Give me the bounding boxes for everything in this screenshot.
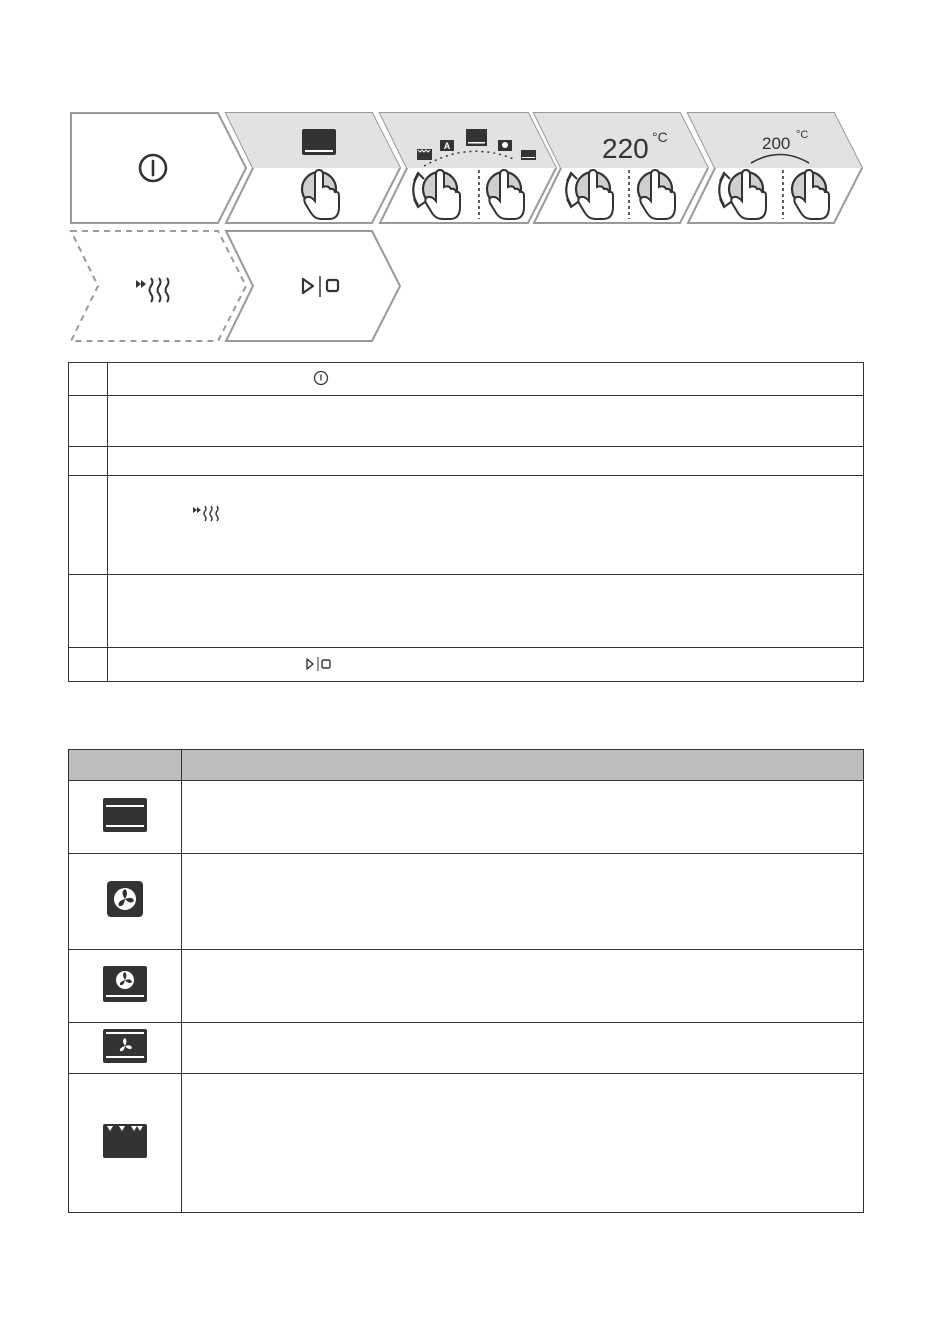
- step-1-power-on: [71, 113, 246, 223]
- table-row: [69, 575, 864, 648]
- table-row: [69, 396, 864, 447]
- bottom-heat-small-icon: [521, 150, 536, 160]
- step-2-select-function: [226, 113, 400, 223]
- table-header-row: [69, 750, 864, 781]
- step-5-adjust-temperature: [688, 113, 862, 223]
- mode-description: [182, 950, 864, 1023]
- table-row: [69, 648, 864, 682]
- modes-table: [68, 749, 864, 1213]
- step-number: [69, 575, 108, 648]
- step-7-start: [226, 231, 400, 341]
- table-row: [69, 363, 864, 396]
- instruction-diagram: [0, 0, 933, 350]
- temperature-unit: °C: [796, 129, 809, 141]
- mode-description: [182, 1023, 864, 1074]
- fan-bottom-heating-icon: [102, 965, 148, 1003]
- mode-icon-cell: [69, 854, 182, 950]
- top-heating-icon: [417, 149, 432, 160]
- temperature-unit: °C: [652, 129, 668, 145]
- column-header: [69, 750, 182, 781]
- step-number: [69, 648, 108, 682]
- conventional-heating-icon: [302, 129, 336, 155]
- power-icon: [313, 370, 329, 386]
- temperature-value: 220: [602, 133, 649, 164]
- table-row: [69, 447, 864, 476]
- table-row: [69, 1023, 864, 1074]
- rapid-preheat-icon: [192, 504, 222, 522]
- step-text: [108, 396, 864, 447]
- step-number: [69, 363, 108, 396]
- temperature-value: 200: [762, 134, 791, 153]
- step-3-choose-mode: [380, 113, 556, 223]
- top-heating-icon: [102, 1123, 148, 1159]
- step-4-set-temperature: [534, 113, 708, 223]
- conventional-heating-small-icon: [466, 129, 487, 146]
- mode-description: [182, 1074, 864, 1213]
- step-6-rapid-preheat-optional: [71, 231, 246, 341]
- mode-icon-cell: [69, 1074, 182, 1213]
- step-text: [108, 648, 864, 682]
- auto-mode-icon: [440, 140, 454, 151]
- svg-text:A: A: [443, 141, 451, 151]
- step-number: [69, 476, 108, 575]
- table-row: [69, 476, 864, 575]
- fan-bottom-small-icon: [498, 140, 512, 151]
- fan-heating-icon: [106, 880, 144, 918]
- mode-icon-cell: [69, 781, 182, 854]
- column-header: [182, 750, 864, 781]
- step-number: [69, 447, 108, 476]
- table-row: [69, 781, 864, 854]
- mode-icon-cell: [69, 1023, 182, 1074]
- pizza-mode-icon: [102, 1028, 148, 1064]
- step-text: [108, 363, 864, 396]
- mode-icon-cell: [69, 950, 182, 1023]
- conventional-heating-icon: [102, 797, 148, 833]
- step-number: [69, 396, 108, 447]
- step-text: [108, 575, 864, 648]
- start-stop-icon: [305, 656, 333, 672]
- mode-description: [182, 781, 864, 854]
- table-row: [69, 950, 864, 1023]
- table-row: [69, 854, 864, 950]
- step-text: [108, 476, 864, 575]
- table-row: [69, 1074, 864, 1213]
- mode-description: [182, 854, 864, 950]
- step-text: [108, 447, 864, 476]
- steps-table: [68, 362, 864, 682]
